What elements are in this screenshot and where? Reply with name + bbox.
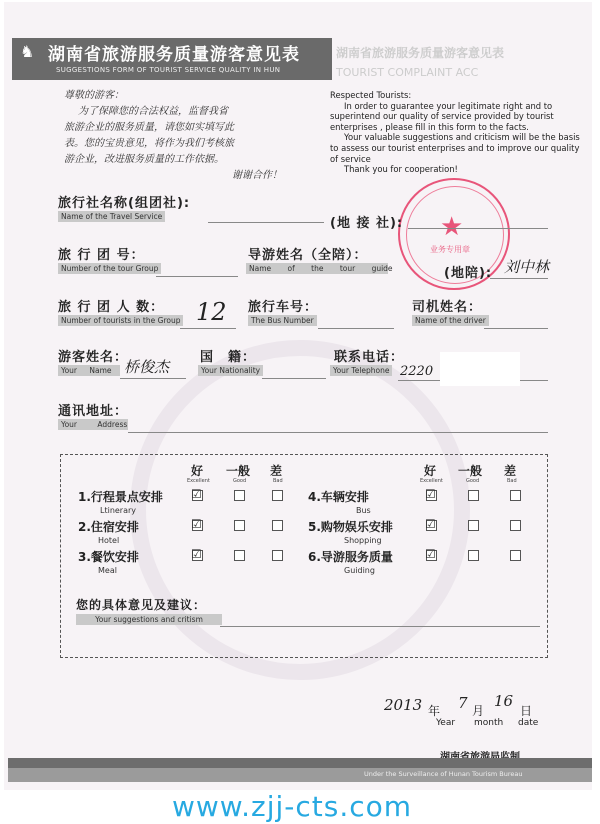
intro-en bbox=[330, 90, 588, 175]
rating-item-en: Meal bbox=[98, 566, 117, 575]
suggestions-sublabel: Your suggestions and critism bbox=[76, 614, 222, 625]
date-year-value: 2013 bbox=[384, 696, 423, 714]
rating-checkbox[interactable] bbox=[234, 550, 245, 561]
driver-field[interactable] bbox=[484, 328, 548, 329]
date-day-en: date bbox=[518, 718, 539, 728]
rating-checkbox[interactable] bbox=[510, 490, 521, 501]
intro-para1-en: In order to guarantee your legitimate right and to superintend our quality of service provided by tourist enterprises , please fill in this form to the facts. bbox=[330, 100, 554, 132]
tour-group-field[interactable] bbox=[156, 276, 238, 277]
header-good: 一般 bbox=[226, 464, 251, 478]
suggestions-field[interactable] bbox=[220, 626, 540, 627]
date-day-label: 日 bbox=[520, 704, 533, 718]
guide-label: 导游姓名（全陪）： bbox=[248, 248, 368, 263]
header-excellent: 好 bbox=[191, 464, 204, 478]
tour-group-label: 旅 行 团 号： bbox=[58, 248, 145, 263]
header-good: 一般 bbox=[458, 464, 483, 478]
footer-bar bbox=[8, 758, 592, 768]
nationality-label: 国 籍： bbox=[200, 350, 257, 365]
tourist-name-value: 桥俊杰 bbox=[124, 358, 170, 376]
check-mark-icon: ☑ bbox=[425, 517, 436, 531]
date-year-en: Year bbox=[436, 718, 456, 728]
group-count-value: 12 bbox=[196, 298, 227, 326]
date-year-label: 年 bbox=[428, 704, 441, 718]
group-count-field[interactable] bbox=[180, 328, 236, 329]
page-subtitle: SUGGESTIONS FORM OF TOURIST SERVICE QUALITY IN HUN bbox=[56, 66, 281, 74]
rating-checkbox[interactable] bbox=[234, 520, 245, 531]
page-title: 湖南省旅游服务质量游客意见表 bbox=[48, 45, 300, 65]
local-guide-field[interactable] bbox=[490, 278, 548, 279]
rating-item-en: Guiding bbox=[344, 566, 375, 575]
bus-number-sublabel: The Bus Number bbox=[248, 315, 317, 326]
tourist-name-label: 游客姓名： bbox=[58, 350, 129, 365]
rating-item-meal: 3.餐饮安排 bbox=[78, 550, 139, 564]
horse-logo-icon: ♞ bbox=[20, 42, 35, 61]
rating-item-en: Bus bbox=[356, 506, 371, 515]
rating-checkbox[interactable] bbox=[468, 490, 479, 501]
rating-checkbox[interactable] bbox=[510, 520, 521, 531]
intro-greeting-en: Respected Tourists: bbox=[330, 90, 412, 100]
bus-number-label: 旅行车号： bbox=[248, 300, 319, 315]
local-guide-value: 刘中林 bbox=[504, 258, 550, 276]
rating-checkbox[interactable] bbox=[272, 550, 283, 561]
bus-number-field[interactable] bbox=[318, 328, 394, 329]
tour-group-sublabel: Number of the tour Group bbox=[58, 263, 161, 274]
local-guide-label: (地陪): bbox=[444, 266, 493, 281]
group-count-label: 旅 行 团 人 数： bbox=[58, 300, 165, 315]
nationality-sublabel: Your Nationality bbox=[198, 365, 263, 376]
intro-thanks-cn: 谢谢合作！ bbox=[232, 170, 282, 181]
header-excellent-en: Excellent bbox=[420, 478, 443, 484]
header-bad-en: Bad bbox=[507, 478, 517, 484]
intro-line-cn: 为了保障您的合法权益，监督我省 bbox=[78, 106, 228, 117]
date-month-value: 7 bbox=[458, 694, 468, 712]
local-agency-label: (地 接 社): bbox=[330, 216, 404, 231]
tourist-name-field[interactable] bbox=[120, 378, 186, 379]
tourist-name-sublabel: Your Name bbox=[58, 365, 120, 376]
stamp-text: 业务专用章 bbox=[430, 245, 470, 254]
travel-service-field[interactable] bbox=[208, 222, 324, 223]
redaction-box bbox=[440, 352, 520, 386]
intro-para2-en: Your valuable suggestions and criticism will be the basis to assess our tourist enterprises and to improve our quality of service bbox=[330, 132, 580, 164]
intro-greeting-cn: 尊敬的游客： bbox=[64, 90, 124, 101]
rating-item-bus: 4.车辆安排 bbox=[308, 490, 369, 504]
travel-service-label: 旅行社名称(组团社): bbox=[58, 196, 191, 211]
header-bad-en: Bad bbox=[273, 478, 283, 484]
ghost-subtitle: TOURIST COMPLAINT ACC bbox=[336, 66, 479, 79]
rating-item-shopping: 5.购物娱乐安排 bbox=[308, 520, 393, 534]
intro-thanks-en: Thank you for cooperation! bbox=[344, 164, 458, 175]
suggestions-label: 您的具体意见及建议： bbox=[76, 598, 207, 612]
address-field[interactable] bbox=[128, 432, 548, 433]
telephone-sublabel: Your Telephone bbox=[330, 365, 392, 376]
rating-item-guiding: 6.导游服务质量 bbox=[308, 550, 393, 564]
address-label: 通讯地址： bbox=[58, 404, 129, 419]
header-excellent: 好 bbox=[424, 464, 437, 478]
telephone-label: 联系电话： bbox=[334, 350, 405, 365]
site-watermark: www.zjj-cts.com bbox=[172, 790, 413, 823]
rating-item-en: Ltinerary bbox=[100, 506, 137, 515]
date-month-label: 月 bbox=[472, 704, 485, 718]
guide-sublabel: Name of the tour guide bbox=[246, 263, 388, 274]
header-excellent-en: Excellent bbox=[187, 478, 210, 484]
date-month-en: month bbox=[474, 718, 504, 728]
rating-checkbox[interactable] bbox=[510, 550, 521, 561]
star-icon: ★ bbox=[440, 212, 464, 242]
header-bad: 差 bbox=[270, 464, 283, 478]
nationality-field[interactable] bbox=[262, 378, 326, 379]
header-good-en: Good bbox=[466, 478, 480, 484]
check-mark-icon: ☑ bbox=[191, 547, 202, 561]
group-count-sublabel: Number of tourists in the Group bbox=[58, 315, 183, 326]
rating-item-en: Shopping bbox=[344, 536, 382, 545]
rating-checkbox[interactable] bbox=[272, 490, 283, 501]
telephone-value: 2220 bbox=[400, 364, 434, 379]
header-bad: 差 bbox=[504, 464, 517, 478]
header-good-en: Good bbox=[233, 478, 247, 484]
check-mark-icon: ☑ bbox=[191, 487, 202, 501]
intro-line-cn: 游企业，改进服务质量的工作依据。 bbox=[64, 154, 224, 165]
rating-item-en: Hotel bbox=[98, 536, 120, 545]
rating-checkbox[interactable] bbox=[468, 550, 479, 561]
footer-supervisor-en: Under the Surveillance of Hunan Tourism Bureau bbox=[364, 770, 523, 778]
rating-item-itinerary: 1.行程景点安排 bbox=[78, 490, 163, 504]
ghost-title: 湖南省旅游服务质量游客意见表 bbox=[336, 46, 505, 60]
travel-service-sublabel: Name of the Travel Service bbox=[58, 211, 165, 222]
check-mark-icon: ☑ bbox=[425, 487, 436, 501]
local-agency-field[interactable] bbox=[408, 228, 548, 229]
date-day-value: 16 bbox=[494, 692, 514, 710]
intro-line-cn: 旅游企业的服务质量，请您如实填写此 bbox=[64, 122, 234, 133]
address-sublabel: Your Address bbox=[58, 419, 128, 430]
rating-checkbox[interactable] bbox=[234, 490, 245, 501]
driver-sublabel: Name of the driver bbox=[412, 315, 489, 326]
rating-checkbox[interactable] bbox=[468, 520, 479, 531]
rating-item-hotel: 2.住宿安排 bbox=[78, 520, 139, 534]
rating-checkbox[interactable] bbox=[272, 520, 283, 531]
check-mark-icon: ☑ bbox=[191, 517, 202, 531]
check-mark-icon: ☑ bbox=[425, 547, 436, 561]
driver-label: 司机姓名： bbox=[412, 300, 483, 315]
intro-line-cn: 表。您的宝贵意见，将作为我们考核旅 bbox=[64, 138, 234, 149]
